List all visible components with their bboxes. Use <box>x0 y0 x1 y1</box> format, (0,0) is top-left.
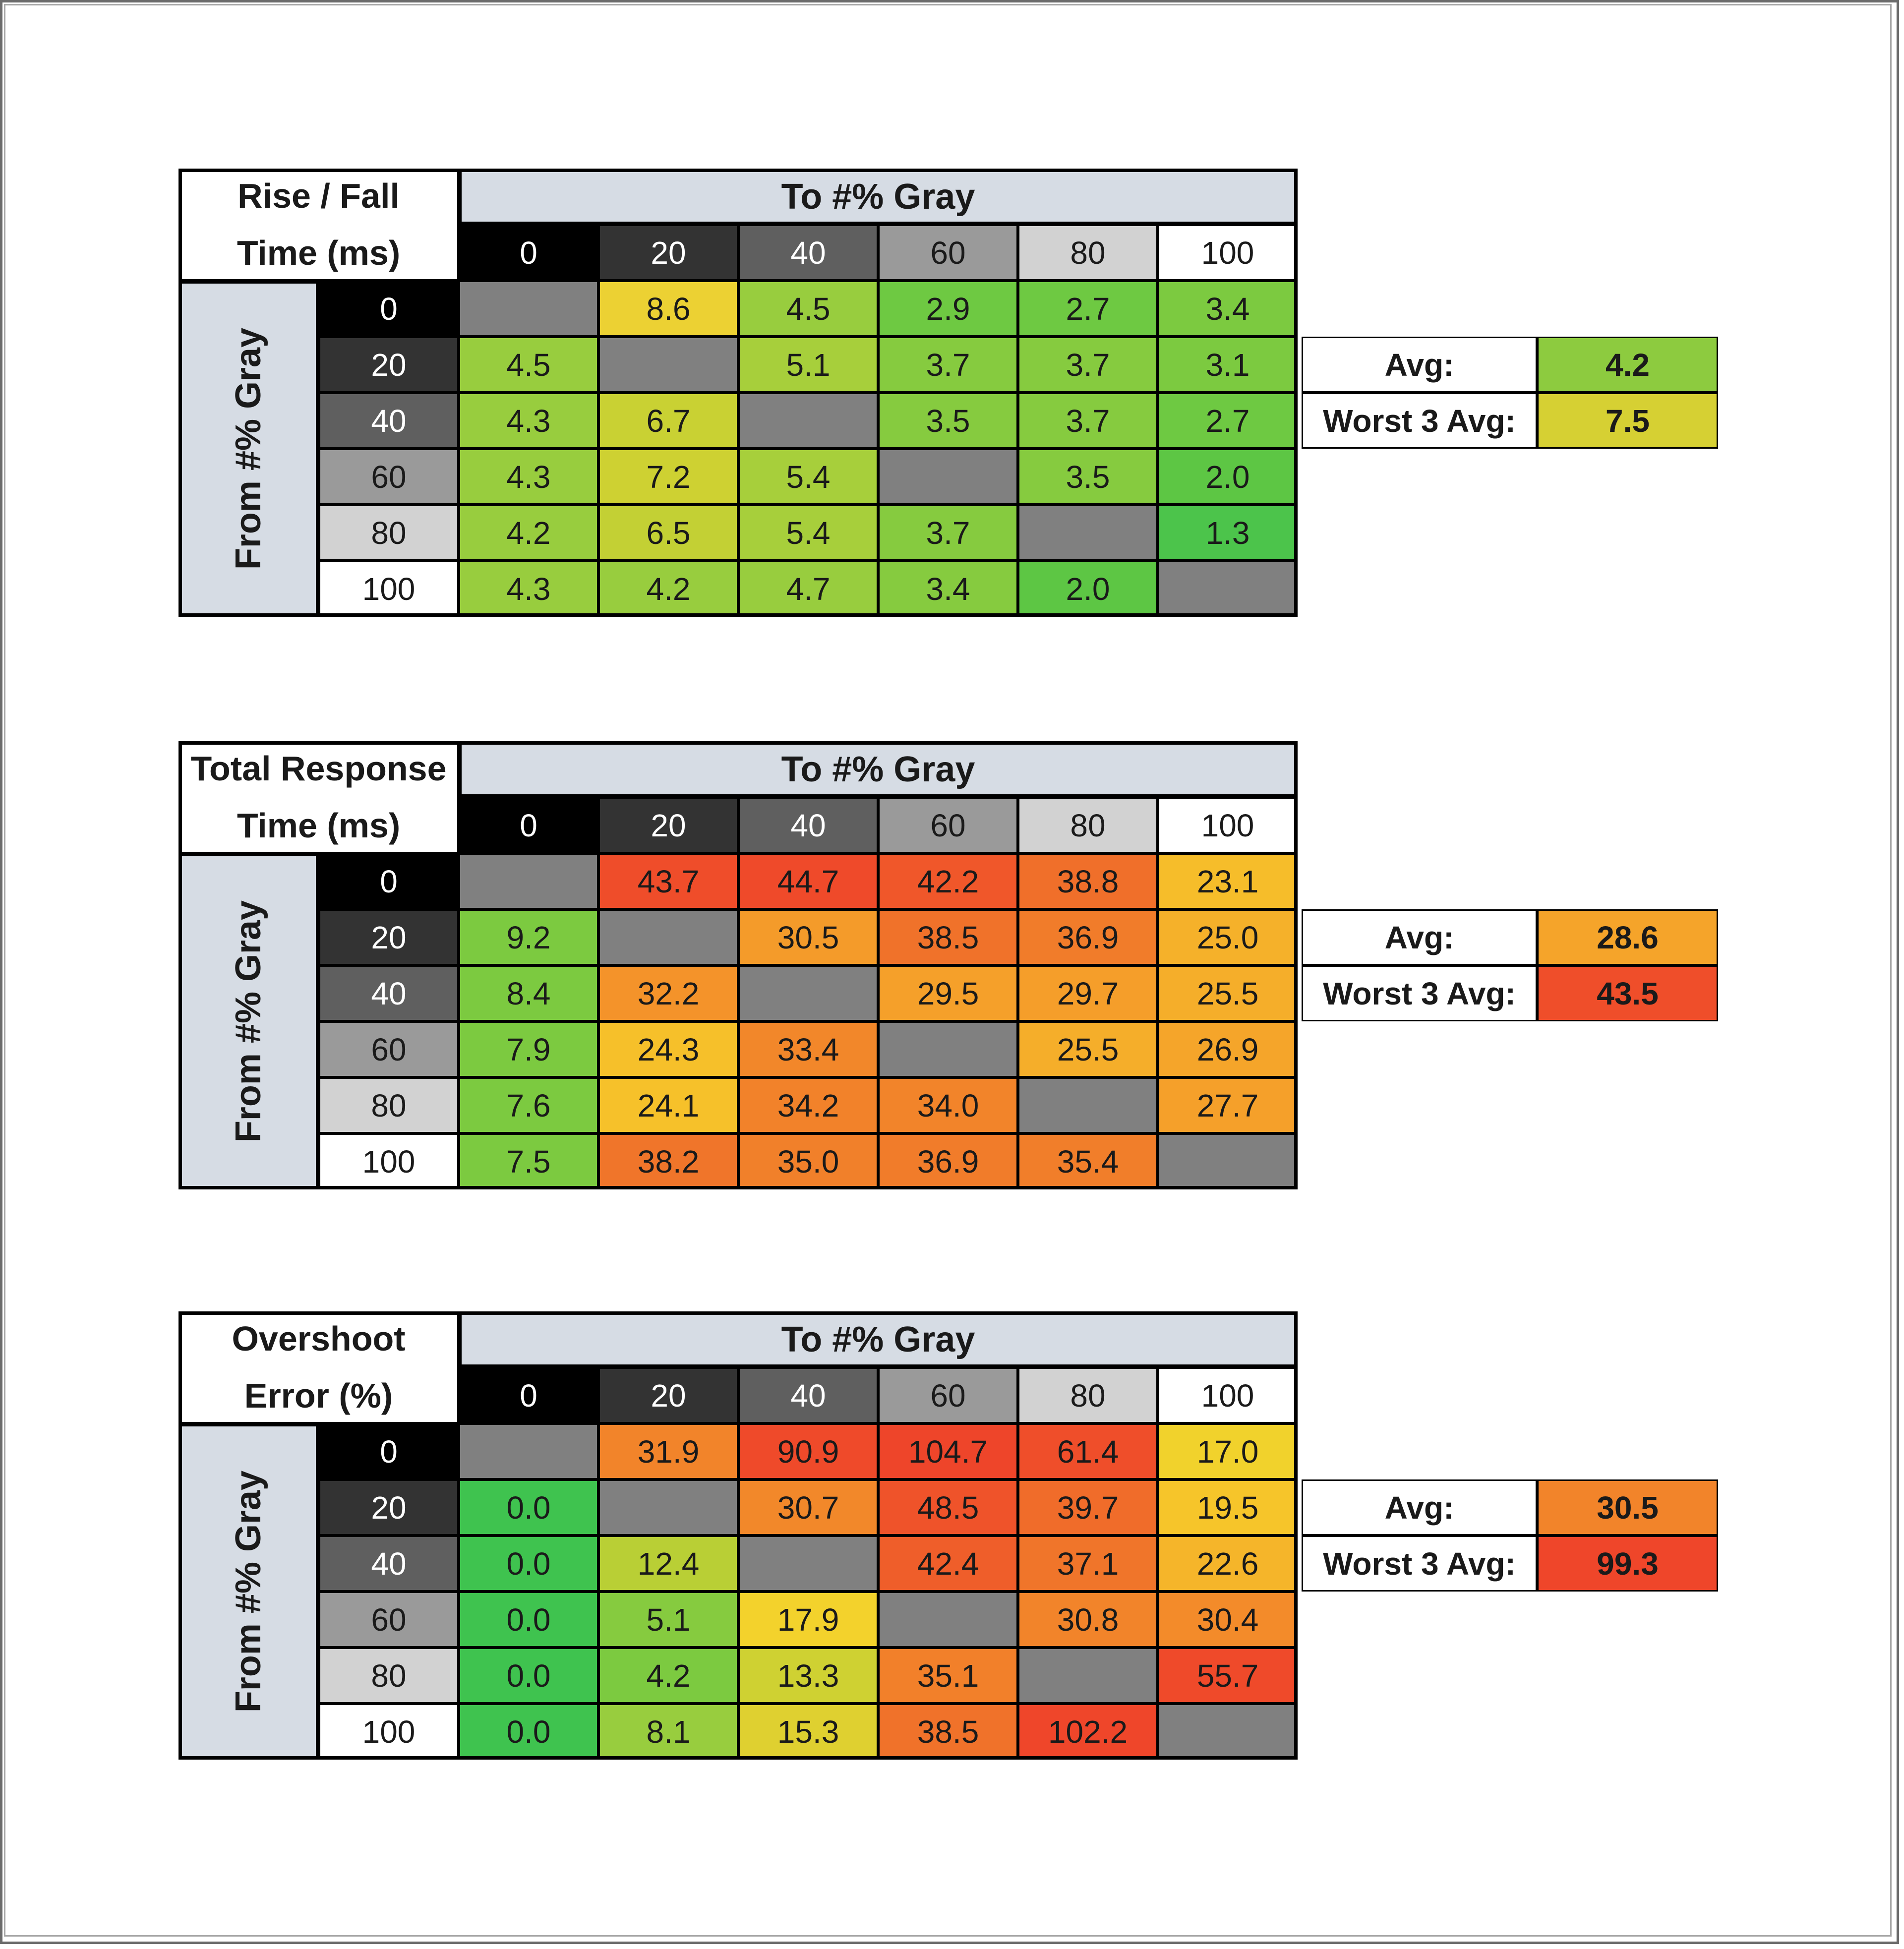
data-cell: 31.9 <box>598 1423 738 1479</box>
data-cell: 42.2 <box>878 853 1018 909</box>
data-cell: 19.5 <box>1158 1479 1298 1536</box>
data-cell: 4.2 <box>459 505 598 561</box>
data-cell <box>1158 1704 1298 1760</box>
data-cell: 48.5 <box>878 1479 1018 1536</box>
row-axis-title-text: From #% Gray <box>229 327 269 570</box>
column-axis-title: To #% Gray <box>459 169 1298 225</box>
row-axis-title-text: From #% Gray <box>229 900 269 1143</box>
data-cell: 4.7 <box>738 561 878 617</box>
data-cell: 0.0 <box>459 1479 598 1536</box>
data-cell: 104.7 <box>878 1423 1018 1479</box>
row-axis-title-text: From #% Gray <box>229 1470 269 1713</box>
data-cell: 34.2 <box>738 1077 878 1133</box>
row-header: 20 <box>319 909 459 965</box>
data-cell: 35.4 <box>1018 1133 1158 1189</box>
data-cell: 8.4 <box>459 965 598 1021</box>
row-header: 60 <box>319 1021 459 1077</box>
data-cell: 6.7 <box>598 393 738 449</box>
data-cell: 26.9 <box>1158 1021 1298 1077</box>
column-header: 80 <box>1018 1367 1158 1423</box>
data-cell: 6.5 <box>598 505 738 561</box>
data-cell: 17.9 <box>738 1592 878 1648</box>
summary-value: 4.2 <box>1537 337 1718 393</box>
data-cell: 90.9 <box>738 1423 878 1479</box>
row-header: 80 <box>319 505 459 561</box>
summary-label: Avg: <box>1302 909 1537 965</box>
row-header: 80 <box>319 1077 459 1133</box>
data-cell: 9.2 <box>459 909 598 965</box>
row-header: 100 <box>319 1704 459 1760</box>
data-cell: 4.2 <box>598 561 738 617</box>
data-cell <box>1158 1133 1298 1189</box>
data-cell: 12.4 <box>598 1536 738 1592</box>
data-cell <box>598 337 738 393</box>
column-axis-title: To #% Gray <box>459 1311 1298 1367</box>
data-cell: 34.0 <box>878 1077 1018 1133</box>
corner-label-line: Error (%) <box>244 1376 393 1415</box>
data-cell: 44.7 <box>738 853 878 909</box>
corner-label-line: Time (ms) <box>237 234 401 272</box>
data-cell: 0.0 <box>459 1536 598 1592</box>
data-cell: 24.1 <box>598 1077 738 1133</box>
data-cell: 3.1 <box>1158 337 1298 393</box>
data-cell: 5.4 <box>738 449 878 505</box>
data-cell: 39.7 <box>1018 1479 1158 1536</box>
row-header: 100 <box>319 561 459 617</box>
data-cell <box>598 909 738 965</box>
data-cell: 29.5 <box>878 965 1018 1021</box>
column-header: 0 <box>459 225 598 281</box>
data-cell: 2.0 <box>1018 561 1158 617</box>
data-cell: 7.5 <box>459 1133 598 1189</box>
data-cell <box>738 965 878 1021</box>
data-cell: 27.7 <box>1158 1077 1298 1133</box>
data-cell: 25.5 <box>1018 1021 1158 1077</box>
data-cell: 30.8 <box>1018 1592 1158 1648</box>
summary-value: 28.6 <box>1537 909 1718 965</box>
data-cell <box>1158 561 1298 617</box>
data-cell: 4.3 <box>459 393 598 449</box>
column-header: 60 <box>878 797 1018 853</box>
row-axis-title <box>178 1423 319 1760</box>
data-cell: 5.4 <box>738 505 878 561</box>
column-header: 20 <box>598 1367 738 1423</box>
row-header: 60 <box>319 449 459 505</box>
data-cell: 30.7 <box>738 1479 878 1536</box>
data-cell: 4.3 <box>459 449 598 505</box>
data-cell: 4.5 <box>459 337 598 393</box>
data-cell <box>878 449 1018 505</box>
data-cell: 38.2 <box>598 1133 738 1189</box>
data-cell: 5.1 <box>738 337 878 393</box>
data-cell: 5.1 <box>598 1592 738 1648</box>
data-cell: 0.0 <box>459 1648 598 1704</box>
column-header: 40 <box>738 225 878 281</box>
data-cell: 17.0 <box>1158 1423 1298 1479</box>
data-cell: 35.0 <box>738 1133 878 1189</box>
row-axis-title <box>178 853 319 1189</box>
data-cell <box>878 1021 1018 1077</box>
data-cell: 3.7 <box>878 505 1018 561</box>
data-cell: 37.1 <box>1018 1536 1158 1592</box>
column-header: 80 <box>1018 797 1158 853</box>
row-header: 40 <box>319 965 459 1021</box>
data-cell: 30.4 <box>1158 1592 1298 1648</box>
data-cell: 42.4 <box>878 1536 1018 1592</box>
data-cell: 3.7 <box>878 337 1018 393</box>
data-cell: 2.7 <box>1158 393 1298 449</box>
row-header: 80 <box>319 1648 459 1704</box>
data-cell <box>1018 1077 1158 1133</box>
corner-label-line: Total Response <box>190 749 447 788</box>
data-cell <box>878 1592 1018 1648</box>
data-cell: 24.3 <box>598 1021 738 1077</box>
data-cell: 3.7 <box>1018 337 1158 393</box>
data-cell: 38.8 <box>1018 853 1158 909</box>
data-cell <box>738 1536 878 1592</box>
summary-value: 43.5 <box>1537 965 1718 1021</box>
summary-label: Avg: <box>1302 1479 1537 1536</box>
column-header: 60 <box>878 225 1018 281</box>
data-cell: 61.4 <box>1018 1423 1158 1479</box>
data-cell: 32.2 <box>598 965 738 1021</box>
data-cell: 15.3 <box>738 1704 878 1760</box>
column-axis-title: To #% Gray <box>459 741 1298 797</box>
data-cell: 8.6 <box>598 281 738 337</box>
data-cell: 4.5 <box>738 281 878 337</box>
row-header: 60 <box>319 1592 459 1648</box>
row-header: 20 <box>319 1479 459 1536</box>
data-cell: 4.3 <box>459 561 598 617</box>
table-corner-label <box>178 1311 459 1423</box>
data-cell <box>459 281 598 337</box>
data-cell: 23.1 <box>1158 853 1298 909</box>
data-cell: 43.7 <box>598 853 738 909</box>
data-cell: 36.9 <box>1018 909 1158 965</box>
data-cell: 0.0 <box>459 1592 598 1648</box>
row-header: 40 <box>319 393 459 449</box>
data-cell: 22.6 <box>1158 1536 1298 1592</box>
data-cell: 4.2 <box>598 1648 738 1704</box>
data-cell <box>598 1479 738 1536</box>
row-header: 100 <box>319 1133 459 1189</box>
corner-label-line: Rise / Fall <box>238 177 400 215</box>
summary-value: 7.5 <box>1537 393 1718 449</box>
summary-label: Worst 3 Avg: <box>1302 393 1537 449</box>
data-cell: 3.7 <box>1018 393 1158 449</box>
data-cell: 36.9 <box>878 1133 1018 1189</box>
summary-value: 99.3 <box>1537 1536 1718 1592</box>
data-cell <box>459 1423 598 1479</box>
data-cell: 25.0 <box>1158 909 1298 965</box>
data-cell: 25.5 <box>1158 965 1298 1021</box>
table-corner-label <box>178 741 459 853</box>
data-cell: 33.4 <box>738 1021 878 1077</box>
row-axis-title <box>178 281 319 617</box>
column-header: 20 <box>598 797 738 853</box>
table-corner-label <box>178 169 459 281</box>
row-header: 0 <box>319 1423 459 1479</box>
summary-label: Worst 3 Avg: <box>1302 965 1537 1021</box>
column-header: 0 <box>459 1367 598 1423</box>
column-header: 40 <box>738 797 878 853</box>
corner-label-line: Overshoot <box>232 1319 406 1358</box>
data-cell: 55.7 <box>1158 1648 1298 1704</box>
data-cell: 3.5 <box>878 393 1018 449</box>
data-cell: 30.5 <box>738 909 878 965</box>
column-header: 100 <box>1158 797 1298 853</box>
data-cell: 29.7 <box>1018 965 1158 1021</box>
data-cell: 1.3 <box>1158 505 1298 561</box>
summary-value: 30.5 <box>1537 1479 1718 1536</box>
summary-label: Worst 3 Avg: <box>1302 1536 1537 1592</box>
data-cell: 35.1 <box>878 1648 1018 1704</box>
data-cell <box>459 853 598 909</box>
row-header: 20 <box>319 337 459 393</box>
summary-label: Avg: <box>1302 337 1537 393</box>
data-cell: 8.1 <box>598 1704 738 1760</box>
column-header: 0 <box>459 797 598 853</box>
row-header: 40 <box>319 1536 459 1592</box>
data-cell: 102.2 <box>1018 1704 1158 1760</box>
data-cell: 3.5 <box>1018 449 1158 505</box>
row-header: 0 <box>319 853 459 909</box>
data-cell: 7.9 <box>459 1021 598 1077</box>
data-cell: 2.7 <box>1018 281 1158 337</box>
data-cell <box>1018 505 1158 561</box>
data-cell: 38.5 <box>878 1704 1018 1760</box>
column-header: 60 <box>878 1367 1018 1423</box>
column-header: 40 <box>738 1367 878 1423</box>
corner-label-line: Time (ms) <box>237 806 401 845</box>
column-header: 20 <box>598 225 738 281</box>
row-header: 0 <box>319 281 459 337</box>
data-cell: 3.4 <box>1158 281 1298 337</box>
column-header: 100 <box>1158 1367 1298 1423</box>
data-cell: 7.2 <box>598 449 738 505</box>
data-cell: 3.4 <box>878 561 1018 617</box>
data-cell: 38.5 <box>878 909 1018 965</box>
column-header: 100 <box>1158 225 1298 281</box>
column-header: 80 <box>1018 225 1158 281</box>
data-cell <box>738 393 878 449</box>
data-cell <box>1018 1648 1158 1704</box>
data-cell: 0.0 <box>459 1704 598 1760</box>
data-cell: 2.0 <box>1158 449 1298 505</box>
data-cell: 2.9 <box>878 281 1018 337</box>
data-cell: 7.6 <box>459 1077 598 1133</box>
data-cell: 13.3 <box>738 1648 878 1704</box>
